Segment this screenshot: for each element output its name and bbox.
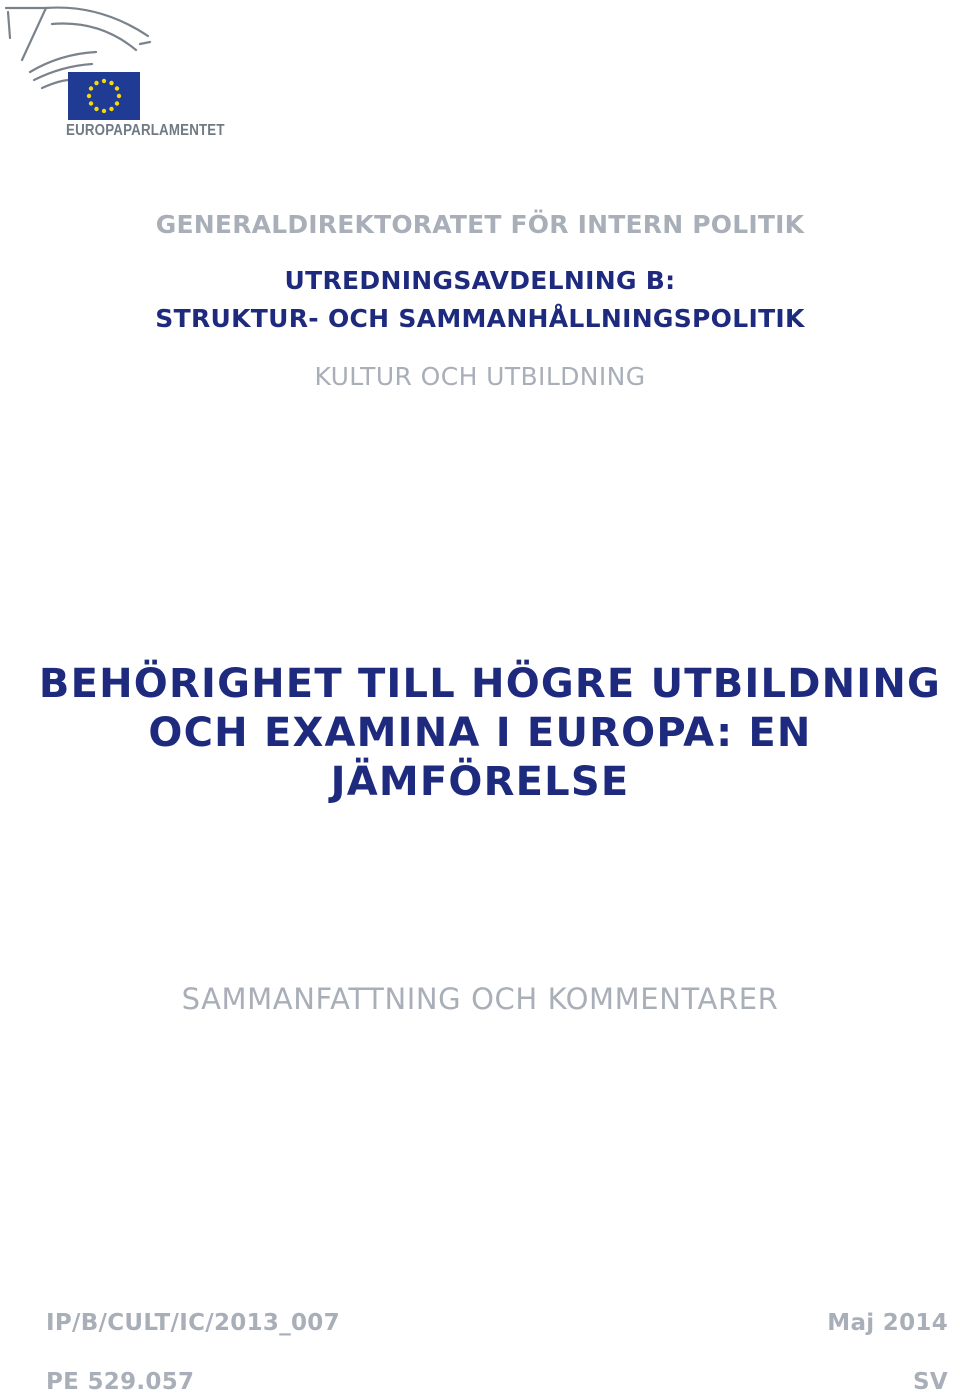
document-title-line1: BEHÖRIGHET TILL HÖGRE UTBILDNING — [38, 661, 942, 707]
document-reference: IP/B/CULT/IC/2013_007 — [46, 1310, 340, 1336]
pe-number: PE 529.057 — [46, 1369, 195, 1395]
eu-star-icon — [109, 81, 113, 85]
eu-star-icon — [109, 107, 113, 111]
eu-star-icon — [89, 86, 93, 90]
eu-star-icon — [115, 101, 119, 105]
eu-star-icon — [87, 94, 91, 98]
eu-star-icon — [115, 86, 119, 90]
eu-star-icon — [89, 101, 93, 105]
document-title-line3: JÄMFÖRELSE — [330, 759, 630, 805]
document-type: SAMMANFATTNING OCH KOMMENTARER — [181, 982, 779, 1016]
publication-date: Maj 2014 — [827, 1310, 948, 1336]
eu-star-icon — [94, 81, 98, 85]
directorate-heading: GENERALDIREKTORATET FÖR INTERN POLITIK — [155, 210, 805, 239]
eu-star-icon — [102, 109, 106, 113]
eu-star-icon — [94, 107, 98, 111]
eu-star-icon — [117, 94, 121, 98]
document-title-line2: OCH EXAMINA I EUROPA: EN — [148, 710, 812, 756]
subject-heading: KULTUR OCH UTBILDNING — [314, 362, 646, 391]
eu-star-icon — [102, 79, 106, 83]
department-heading-line2: STRUKTUR- OCH SAMMANHÅLLNINGSPOLITIK — [155, 304, 805, 333]
department-heading-line1: UTREDNINGSAVDELNING B: — [284, 266, 676, 295]
logo-text: EUROPAPARLAMENTET — [66, 122, 225, 139]
language-code: SV — [913, 1369, 948, 1395]
